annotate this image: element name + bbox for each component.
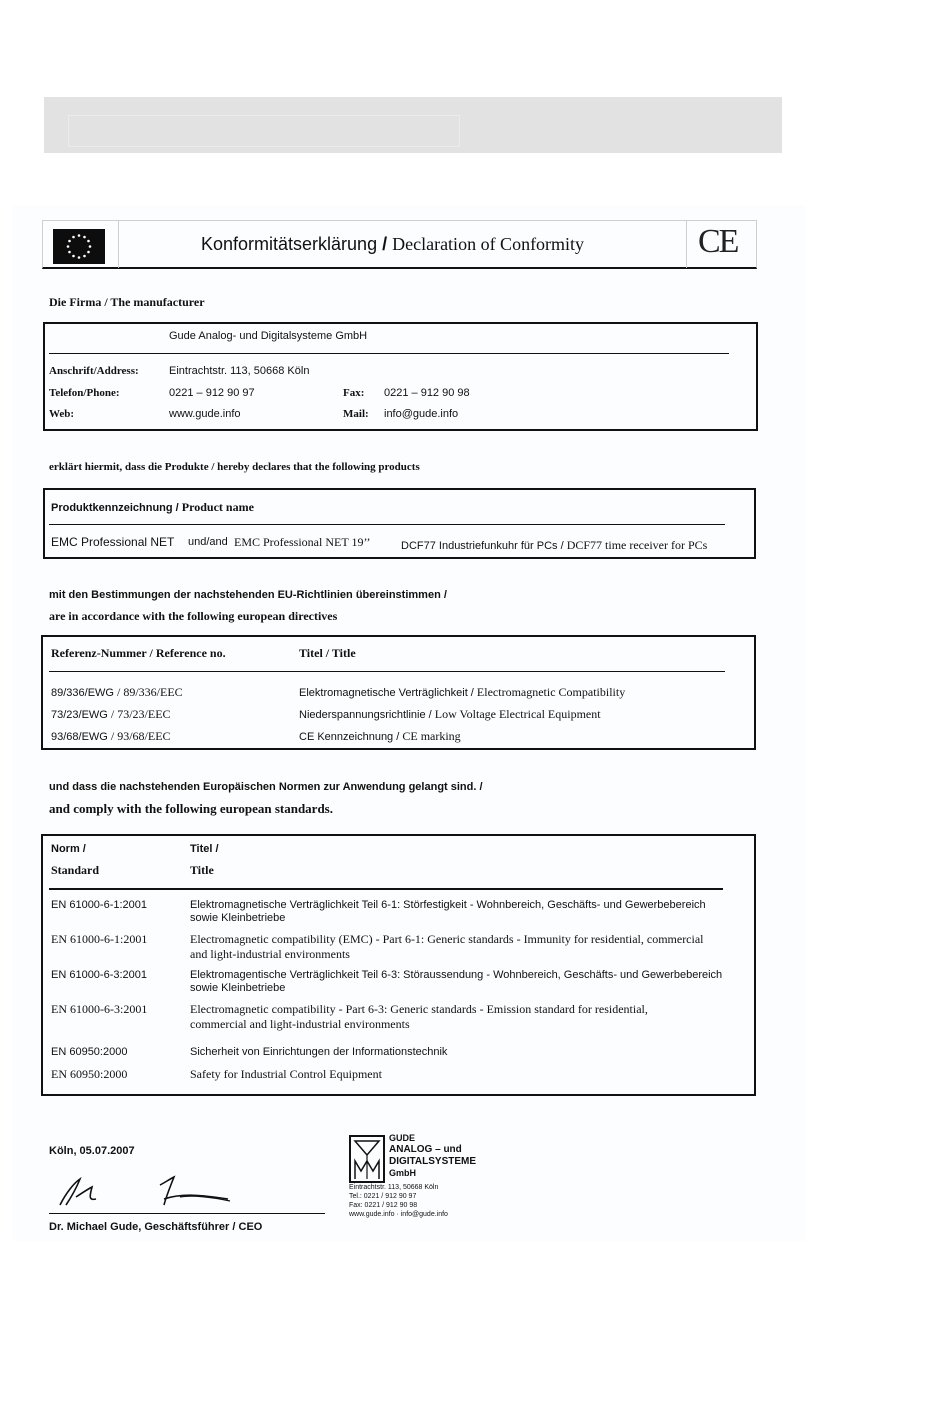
directive-title-de: CE Kennzeichnung / — [299, 731, 403, 743]
eu-star-icon — [67, 245, 70, 248]
top-gray-bar-inner — [68, 115, 460, 147]
products-intro: erklärt hiermit, dass die Produkte / hereby declares that the following products — [49, 461, 420, 473]
standard-norm: EN 61000-6-3:2001 — [51, 969, 148, 981]
directive-title-en: Electromagnetic Compatibility — [476, 685, 626, 699]
stamp-logo-icon — [349, 1135, 385, 1183]
product-3-de: DCF77 Industriefunkuhr für PCs / — [401, 540, 567, 552]
stamp-line3: DIGITALSYSTEME — [389, 1156, 477, 1167]
eu-star-icon — [72, 236, 75, 239]
eu-star-icon — [87, 240, 90, 243]
standards-col-title-de: Titel / — [190, 843, 219, 855]
standard-title-line2: commercial and light-industrial environments — [190, 1017, 410, 1031]
directive-row-title — [299, 705, 601, 723]
stamp-line2: ANALOG – und — [389, 1144, 462, 1155]
directive-ref-de: 89/336/EWG — [51, 687, 114, 699]
address-value: Eintrachtstr. 113, 50668 Köln — [169, 365, 310, 377]
fax-value: 0221 – 912 90 98 — [384, 387, 470, 399]
standard-title-line1: Sicherheit von Einrichtungen der Informationstechnik — [190, 1046, 448, 1058]
product-name-label-de: Produktkennzeichnung / — [51, 502, 182, 514]
directive-row — [51, 727, 171, 745]
standards-rule — [49, 888, 723, 890]
ce-mark-icon: CE — [698, 223, 738, 260]
directive-title-de: Niederspannungsrichtlinie / — [299, 709, 435, 721]
manufacturer-label: Die Firma / The manufacturer — [49, 295, 205, 309]
standard-norm: EN 61000-6-3:2001 — [51, 1002, 148, 1016]
product-name-label — [51, 498, 254, 516]
standard-title-line1: Elektromagnetische Verträglichkeit Teil 6-1: Störfestigkeit - Wohnbereich, Geschäfts- und Gewerbebereich — [190, 899, 706, 911]
directives-col-ref: Referenz-Nummer / Reference no. — [51, 646, 226, 660]
title-de: Konformitätserklärung — [201, 234, 378, 254]
product-and: und/and — [188, 536, 228, 548]
product-2: EMC Professional NET 19’’ — [234, 535, 371, 549]
title-en: Declaration of Conformity — [392, 234, 585, 254]
stamp-fax: Fax: 0221 / 912 90 98 — [349, 1202, 418, 1209]
directive-title-de: Elektromagnetische Verträglichkeit / — [299, 687, 477, 699]
standards-col-norm-en: Standard — [51, 863, 100, 877]
standard-title-line1: Safety for Industrial Control Equipment — [190, 1067, 382, 1081]
manufacturer-rule — [49, 353, 729, 354]
signature-image — [52, 1173, 242, 1213]
eu-star-icon — [78, 234, 81, 237]
title-separator: / — [377, 234, 393, 254]
eu-star-icon — [83, 255, 86, 258]
product-3 — [401, 536, 707, 554]
directive-ref-de: 73/23/EWG — [51, 709, 108, 721]
directives-rule — [49, 671, 725, 672]
phone-label: Telefon/Phone: — [49, 387, 120, 399]
header-divider-left — [118, 221, 119, 268]
web-value: www.gude.info — [169, 408, 241, 420]
products-rule — [49, 524, 725, 525]
directive-row-title — [299, 683, 625, 701]
eu-flag-icon — [53, 229, 105, 264]
standard-norm: EN 60950:2000 — [51, 1067, 128, 1081]
manufacturer-name: Gude Analog- und Digitalsysteme GmbH — [169, 330, 368, 342]
signer-name: Dr. Michael Gude, Geschäftsführer / CEO — [49, 1221, 263, 1233]
eu-star-icon — [83, 236, 86, 239]
mail-label: Mail: — [343, 408, 369, 420]
standard-norm: EN 60950:2000 — [51, 1046, 128, 1058]
standard-norm: EN 61000-6-1:2001 — [51, 932, 148, 946]
standards-intro-de: und dass die nachstehenden Europäischen Normen zur Anwendung gelangt sind. / — [49, 781, 483, 793]
standard-title-line1: Electromagnetic compatibility - Part 6-3: Generic standards - Emission standard for residential, — [190, 1002, 648, 1016]
standards-intro-en: and comply with the following european standards. — [49, 801, 333, 816]
eu-star-icon — [68, 251, 71, 254]
directive-row — [51, 705, 171, 723]
page-title — [201, 234, 584, 255]
web-label: Web: — [49, 408, 75, 420]
product-3-en: DCF77 time receiver for PCs — [566, 538, 708, 552]
directive-ref-en: / 73/23/EEC — [107, 707, 171, 721]
directive-row — [51, 683, 183, 701]
directives-col-title: Titel / Title — [299, 646, 356, 660]
company-stamp — [349, 1133, 479, 1223]
eu-star-icon — [87, 251, 90, 254]
standard-title-line2: sowie Kleinbetriebe — [190, 982, 286, 994]
header-divider-right — [686, 221, 687, 268]
header-box — [42, 220, 757, 269]
eu-star-icon — [89, 245, 92, 248]
standards-col-title-en: Title — [190, 863, 214, 877]
eu-star-icon — [68, 240, 71, 243]
phone-value: 0221 – 912 90 97 — [169, 387, 255, 399]
directive-ref-en: / 89/336/EEC — [113, 685, 183, 699]
standard-title-line2: sowie Kleinbetriebe — [190, 912, 286, 924]
directive-ref-en: / 93/68/EEC — [107, 729, 171, 743]
standard-norm: EN 61000-6-1:2001 — [51, 899, 148, 911]
top-gray-bar — [44, 97, 782, 153]
eu-star-icon — [72, 255, 75, 258]
place-date: Köln, 05.07.2007 — [49, 1145, 135, 1157]
signature-line — [49, 1213, 325, 1214]
standards-box — [41, 834, 756, 1096]
eu-star-icon — [78, 256, 81, 259]
directives-box — [41, 635, 756, 750]
standard-title-line1: Electromagnetic compatibility (EMC) - Part 6-1: Generic standards - Immunity for residential, commercial — [190, 932, 704, 946]
standards-col-norm-de: Norm / — [51, 843, 86, 855]
address-label: Anschrift/Address: — [49, 365, 139, 377]
stamp-tel: Tel.: 0221 / 912 90 97 — [349, 1193, 417, 1200]
standard-title-line2: and light-industrial environments — [190, 947, 350, 961]
stamp-line4: GmbH — [389, 1168, 416, 1178]
directive-title-en: CE marking — [402, 729, 461, 743]
directives-intro-de: mit den Bestimmungen der nachstehenden EU-Richtlinien übereinstimmen / — [49, 589, 447, 601]
directive-title-en: Low Voltage Electrical Equipment — [434, 707, 601, 721]
stamp-address: Eintrachtstr. 113, 50668 Köln — [349, 1184, 439, 1191]
standard-title-line1: Elektromagentische Verträglichkeit Teil 6-3: Störaussendung - Wohnbereich, Geschäfts- und Gewerbebereich — [190, 969, 723, 981]
stamp-web: www.gude.info · info@gude.info — [349, 1211, 448, 1218]
mail-value: info@gude.info — [384, 408, 459, 420]
declaration-document — [12, 205, 806, 1241]
fax-label: Fax: — [343, 387, 365, 399]
stamp-line1: GUDE — [389, 1133, 416, 1143]
directive-ref-de: 93/68/EWG — [51, 731, 108, 743]
products-box — [43, 488, 756, 559]
manufacturer-box — [43, 322, 758, 431]
product-1: EMC Professional NET — [51, 535, 175, 549]
directives-intro-en: are in accordance with the following european directives — [49, 609, 338, 623]
directive-row-title — [299, 727, 461, 745]
product-name-label-en: Product name — [181, 500, 254, 514]
